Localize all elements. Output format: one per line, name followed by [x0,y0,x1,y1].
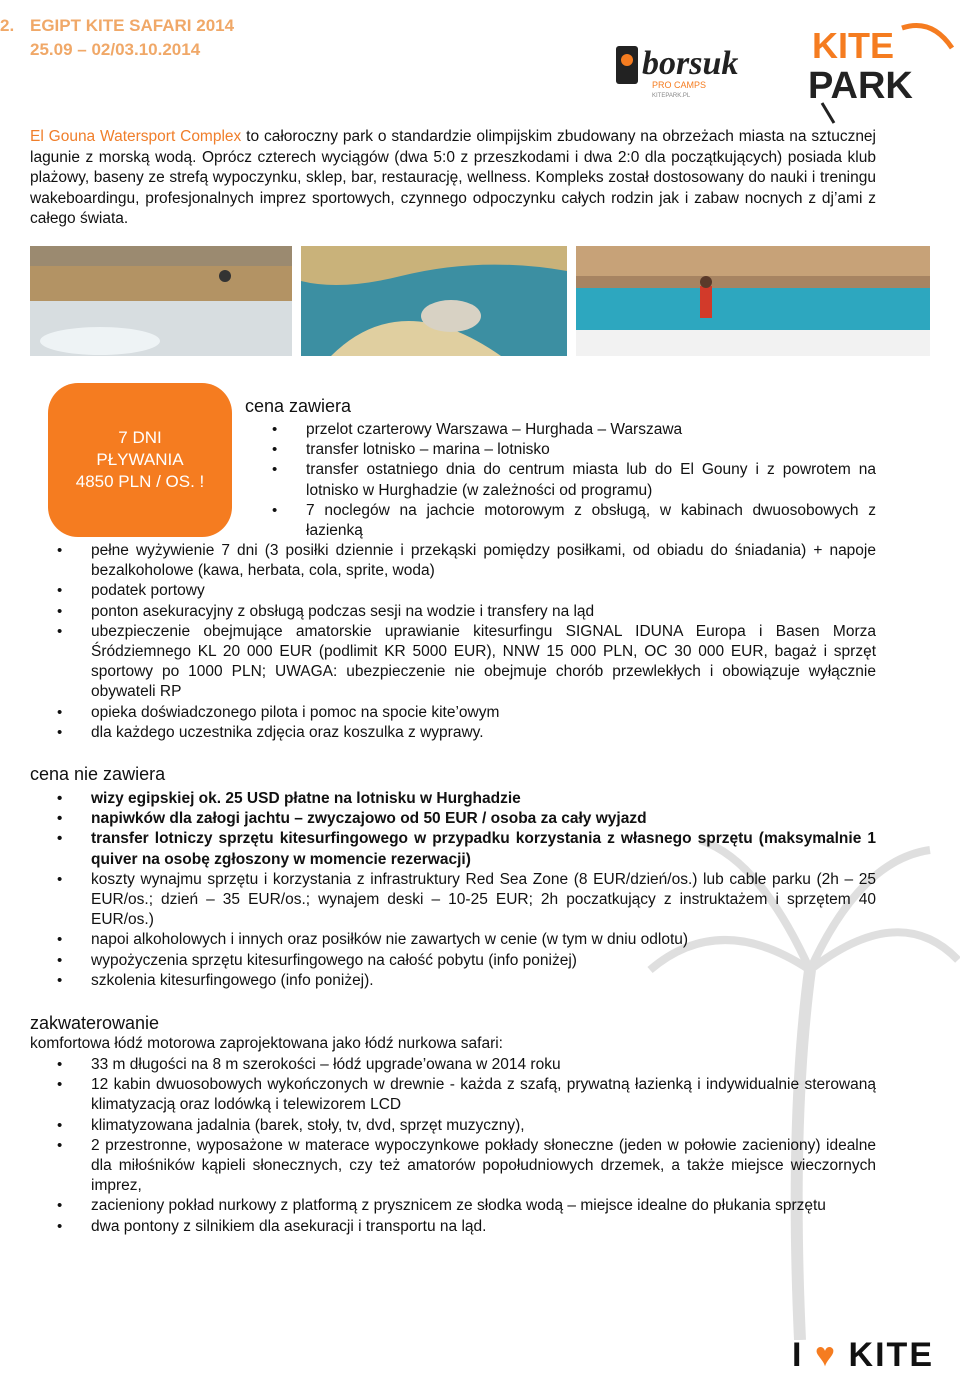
list-item: • 2 przestronne, wyposażone w materace wypoczynkowe pokłady słoneczne (jeden w połowie zacieniony) idealne dla miłośników kąpieli słonecznych, czy też amatorów popołudniowych drzemek, a także miejsce wieczornych imprez, [91,1136,876,1197]
list-item: • 12 kabin dwuosobowych wykończonych w drewnie - każda z szafą, prywatną łazienką i indywidualnie sterowaną klimatyzacją oraz lodówką i telewizorem LCD [91,1075,876,1115]
i-love-kite-logo [792,1336,934,1375]
accommodation-intro: komfortowa łódź motorowa zaprojektowana jako łódź nurkowa safari: [30,1035,503,1052]
list-item: • transfer ostatniego dnia do centrum miasta lub do El Gouny i z powrotem na lotnisko w Hurghadzie (w zależności od programu) [306,460,876,500]
price-amount: 4850 PLN / OS. ! [75,472,205,491]
list-item: • szkolenia kitesurfingowego (info poniżej). [91,971,876,991]
list-item: • klimatyzowana jadalnia (barek, stoły, tv, dvd, sprzęt muzyczny), [91,1116,876,1136]
heart-icon: ♥ [814,1336,838,1374]
accommodation-heading: zakwaterowanie [30,1013,160,1033]
logo-kite: KITE [848,1336,934,1374]
palm-tree-graphic [640,820,960,1340]
list-item: • przelot czarterowy Warszawa – Hurghada – Warszawa [306,420,876,440]
intro-text: to całoroczny park o standardzie olimpijskim zbudowany na obrzeżach miasta na sztucznej lagunie z morską wodą. Oprócz czterech wyciągów (dwa 5:0 z przeszkodami i dwa 2:0 dla początkujących) posiada klub plażowy, baseny ze strefą wypoczynku, sklep, bar, restaurację, wellness. Kompleks został dostosowany do nauki i treningu wakeboardingu, profesjonalnych imprez sportowych, czynnego odpoczynku całych rodzin jak i zabaw nocnych z dj’ami z całego świata. [30,128,876,227]
logo-i: I [792,1336,804,1374]
list-item: • wizy egipskiej ok. 25 USD płatne na lotnisku w Hurghadzie [91,789,876,809]
list-item: • wypożyczenia sprzętu kitesurfingowego na całość pobytu (info poniżej) [91,951,876,971]
list-item: • dwa pontony z silnikiem dla asekuracji i transportu na ląd. [91,1217,876,1237]
trip-dates: 25.09 – 02/03.10.2014 [30,40,201,59]
svg-text:PRO CAMPS: PRO CAMPS [652,80,707,90]
includes-heading: cena zawiera [245,396,352,416]
list-item: • podatek portowy [91,581,876,601]
list-item: • 33 m długości na 8 m szerokości – łódź upgrade’owana w 2014 roku [91,1055,876,1075]
includes-list [91,541,876,743]
list-item: • ponton asekuracyjny z obsługą podczas sesji na wodzie i transfery na ląd [91,602,876,622]
price-activity: PŁYWANIA [96,450,184,469]
photo-wakeboard-jump [30,246,292,356]
list-item: • pełne wyżywienie 7 dni (3 posiłki dziennie i przekąski pomiędzy posiłkami, od obiadu do śniadania) + napoje bezalkoholowe (kawa, herbata, cola, sprite, woda) [91,541,876,581]
svg-text:PARK: PARK [808,65,913,107]
section-number: 2. [0,16,15,35]
list-item: • napoi alkoholowych i innych oraz posiłków nie zawartych w cenie (w tym w dniu odlotu) [91,930,876,950]
list-item: • dla każdego uczestnika zdjęcia oraz koszulka z wyprawy. [91,723,876,743]
borsuk-logo [612,8,960,128]
list-item: • zacieniony pokład nurkowy z platformą z prysznicem ze słodka wodą – miejsce idealne do płukania sprzętu [91,1196,876,1216]
list-item: • transfer lotniczy sprzętu kitesurfingowego w przypadku korzystania z własnego sprzętu (maksymalnie 1 quiver na osobę zgłoszony w momencie rezerwacji) [91,829,876,869]
sponsor-logos [612,8,960,128]
intro-paragraph [30,127,876,230]
list-item: • 7 noclegów na jachcie motorowym z obsługą, w kabinach dwuosobowych z łazienką [306,501,876,541]
trip-title: EGIPT KITE SAFARI 2014 [30,16,235,35]
document-header [0,14,234,62]
list-item: • koszty wynajmu sprzętu i korzystania z infrastruktury Red Sea Zone (8 EUR/dzień/os.) lub cable parku (2h – 25 EUR/os.; dzień – 35 EUR/os.; wynajem deski – 10-25 EUR; 2h poczatkujący z instruktażem i sprzętem 40 EUR/os.) [91,870,876,931]
photo-aerial-lagoon [301,246,567,356]
price-days: 7 DNI [118,428,162,447]
list-item: • napiwków dla załogi jachtu – zwyczajowo od 50 EUR / osoba za cały wyjazd [91,809,876,829]
list-item: • transfer lotnisko – marina – lotnisko [306,440,876,460]
photo-cable-rider [576,246,930,356]
price-badge [48,383,232,537]
svg-text:KITE: KITE [812,25,895,66]
svg-text:borsuk: borsuk [642,45,739,82]
svg-text:KITEPARK.PL: KITEPARK.PL [652,93,691,99]
list-item: • opieka doświadczonego pilota i pomoc na spocie kite’owym [91,703,876,723]
excludes-heading: cena nie zawiera [30,764,166,784]
complex-name: El Gouna Watersport Complex [30,128,242,145]
includes-list-top [306,420,876,541]
list-item: • ubezpieczenie obejmujące amatorskie uprawianie kitesurfingu SIGNAL IDUNA Europa i Basen Morza Śródziemnego KL 20 000 EUR (podlimit KR 5000 EUR), NNW 15 000 PLN, OC 30 000 EUR, bagaż i sprzęt sportowy po 1000 PLN; UWAGA: ubezpieczenie nie obejmuje chorób przewlekłych i obowiązuje wyłącznie obywateli RP [91,622,876,703]
